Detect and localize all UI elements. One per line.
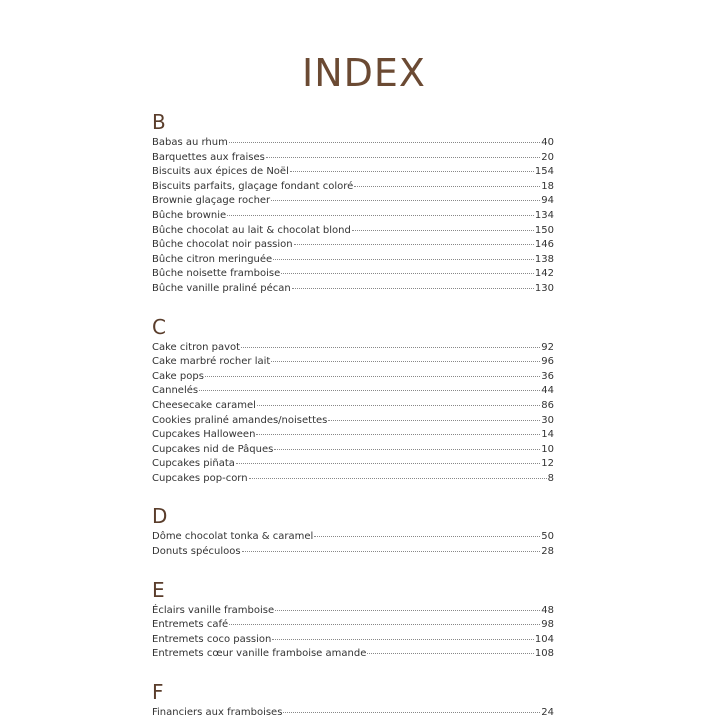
dot-leader — [241, 347, 540, 348]
entry-page-number: 134 — [534, 209, 554, 221]
entry-name: Biscuits parfaits, glaçage fondant coloré — [152, 180, 354, 192]
entry-page-number: 92 — [541, 341, 554, 353]
entry-page-number: 94 — [541, 195, 554, 207]
dot-leader — [242, 551, 541, 552]
entry-page-number: 14 — [541, 429, 554, 441]
entry-name: Cupcakes pop-corn — [152, 472, 248, 484]
index-entry — [152, 399, 554, 414]
entry-page-number: 8 — [547, 472, 554, 484]
index-entry — [152, 282, 554, 297]
index-entry — [152, 165, 554, 180]
entry-list — [152, 136, 554, 297]
entry-name: Biscuits aux épices de Noël — [152, 166, 289, 178]
index-content — [152, 112, 554, 728]
index-entry — [152, 428, 554, 443]
index-entry — [152, 355, 554, 370]
entry-name: Cake pops — [152, 370, 204, 382]
dot-leader — [257, 405, 540, 406]
dot-leader — [314, 536, 540, 537]
dot-leader — [271, 361, 540, 362]
entry-name: Brownie glaçage rocher — [152, 195, 271, 207]
section-letter: F — [152, 680, 164, 705]
dot-leader — [256, 434, 540, 435]
entry-page-number: 10 — [541, 443, 554, 455]
index-entry — [152, 384, 554, 399]
entry-name: Cupcakes Halloween — [152, 429, 256, 441]
index-entry — [152, 545, 554, 560]
index-entry — [152, 238, 554, 253]
entry-name: Cupcakes nid de Pâques — [152, 443, 274, 455]
index-section-d — [152, 506, 554, 559]
entry-page-number: 12 — [541, 458, 554, 470]
index-entry — [152, 267, 554, 282]
index-entry — [152, 194, 554, 209]
entry-page-number: 104 — [534, 633, 554, 645]
index-section-e — [152, 577, 554, 662]
index-entry — [152, 457, 554, 472]
dot-leader — [272, 639, 534, 640]
index-entry — [152, 530, 554, 545]
entry-name: Bûche citron meringuée — [152, 253, 273, 265]
entry-name: Bûche chocolat noir passion — [152, 239, 293, 251]
entry-list — [152, 341, 554, 487]
section-letter: B — [152, 110, 166, 134]
entry-name: Cake citron pavot — [152, 341, 241, 353]
dot-leader — [199, 390, 540, 391]
dot-leader — [271, 200, 540, 201]
entry-name: Barquettes aux fraises — [152, 151, 265, 163]
entry-page-number: 36 — [541, 370, 554, 382]
entry-name: Cookies praliné amandes/noisettes — [152, 414, 328, 426]
entry-name: Bûche chocolat au lait & chocolat blond — [152, 224, 351, 236]
entry-page-number: 20 — [541, 151, 554, 163]
entry-page-number: 24 — [541, 707, 554, 719]
index-section-f — [152, 682, 554, 721]
index-entry — [152, 472, 554, 487]
dot-leader — [205, 376, 540, 377]
entry-page-number: 28 — [541, 546, 554, 558]
dot-leader — [290, 171, 534, 172]
entry-name: Babas au rhum — [152, 137, 228, 148]
dot-leader — [229, 624, 540, 625]
dot-leader — [367, 653, 534, 654]
dot-leader — [354, 186, 540, 187]
entry-name: Cheesecake caramel — [152, 399, 256, 411]
dot-leader — [273, 259, 534, 260]
dot-leader — [281, 273, 534, 274]
entry-page-number: 50 — [541, 531, 554, 543]
entry-page-number: 30 — [541, 414, 554, 426]
index-entry — [152, 443, 554, 458]
index-section-b — [152, 112, 554, 297]
dot-leader — [236, 463, 540, 464]
entry-page-number: 18 — [541, 180, 554, 192]
index-entry — [152, 370, 554, 385]
entry-page-number: 130 — [534, 282, 554, 294]
dot-leader — [266, 157, 540, 158]
entry-name: Entremets cœur vanille framboise amande — [152, 648, 367, 660]
section-letter: C — [152, 314, 166, 339]
entry-page-number: 40 — [541, 137, 554, 148]
index-entry — [152, 151, 554, 166]
dot-leader — [328, 420, 540, 421]
index-entry — [152, 209, 554, 224]
entry-name: Financiers aux framboises — [152, 707, 283, 719]
index-entry — [152, 224, 554, 239]
index-entry — [152, 180, 554, 195]
index-entry — [152, 618, 554, 633]
entry-page-number: 96 — [541, 356, 554, 368]
section-letter: D — [152, 504, 168, 529]
dot-leader — [292, 288, 534, 289]
entry-page-number: 48 — [541, 604, 554, 616]
entry-name: Cupcakes piñata — [152, 458, 235, 470]
index-entry — [152, 136, 554, 151]
entry-name: Bûche brownie — [152, 209, 227, 221]
entry-page-number: 108 — [534, 648, 554, 660]
dot-leader — [294, 244, 534, 245]
index-entry — [152, 604, 554, 619]
entry-name: Entremets café — [152, 619, 229, 631]
index-entry — [152, 253, 554, 268]
section-letter: E — [152, 577, 165, 602]
entry-page-number: 44 — [541, 385, 554, 397]
entry-name: Cannelés — [152, 385, 199, 397]
dot-leader — [227, 215, 534, 216]
entry-list — [152, 604, 554, 662]
entry-name: Cake marbré rocher lait — [152, 356, 271, 368]
entry-name: Bûche noisette framboise — [152, 268, 281, 280]
entry-page-number: 138 — [534, 253, 554, 265]
dot-leader — [275, 610, 540, 611]
index-section-c — [152, 314, 554, 487]
entry-page-number: 146 — [534, 239, 554, 251]
dot-leader — [352, 230, 534, 231]
dot-leader — [274, 449, 540, 450]
entry-name: Éclairs vanille framboise — [152, 604, 275, 616]
entry-list — [152, 706, 554, 721]
page-title: INDEX — [302, 51, 426, 96]
entry-name: Bûche vanille praliné pécan — [152, 282, 291, 294]
entry-name: Entremets coco passion — [152, 633, 272, 645]
entry-page-number: 154 — [534, 166, 554, 178]
index-entry — [152, 341, 554, 356]
entry-page-number: 86 — [541, 399, 554, 411]
index-entry — [152, 414, 554, 429]
entry-name: Dôme chocolat tonka & caramel — [152, 531, 314, 543]
entry-list — [152, 530, 554, 559]
index-entry — [152, 633, 554, 648]
index-entry — [152, 647, 554, 662]
index-entry — [152, 706, 554, 721]
entry-page-number: 150 — [534, 224, 554, 236]
dot-leader — [249, 478, 547, 479]
entry-name: Donuts spéculoos — [152, 546, 241, 558]
dot-leader — [229, 142, 540, 143]
dot-leader — [283, 712, 540, 713]
entry-page-number: 98 — [541, 619, 554, 631]
entry-page-number: 142 — [534, 268, 554, 280]
